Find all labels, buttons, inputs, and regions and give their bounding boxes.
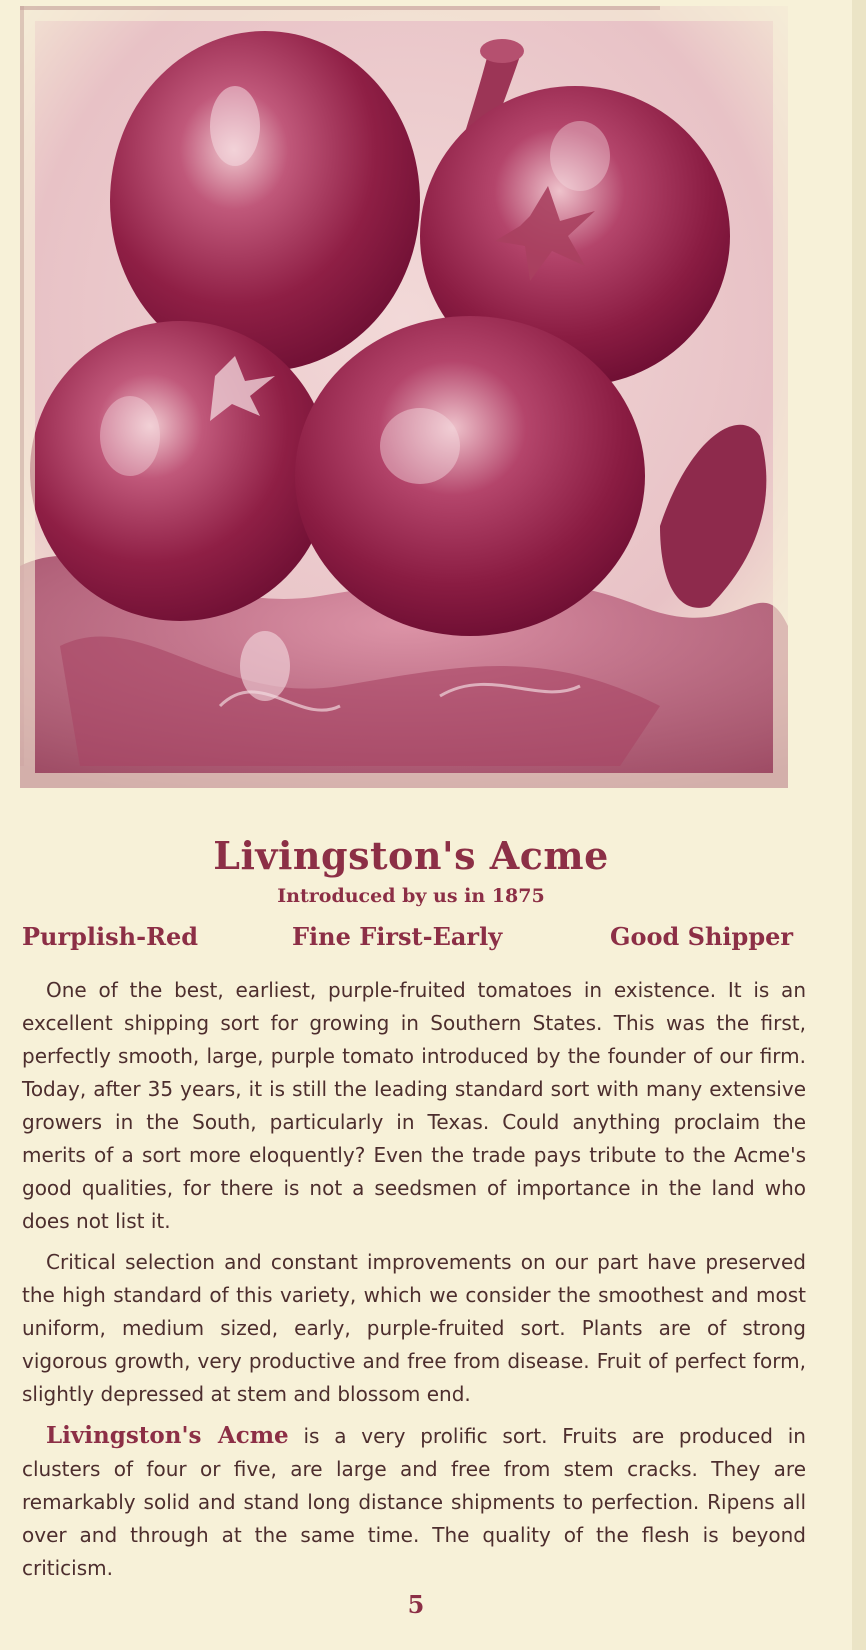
page-number: 5 <box>407 1590 425 1619</box>
feature-color: Purplish-Red <box>22 922 199 951</box>
feature-earliness: Fine First-Early <box>292 922 503 951</box>
description-paragraph-1: One of the best, earliest, purple-fruited tomatoes in existence. It is an excellent shipping sort for growing in Southern States. This was the first, perfectly smooth, large, purple tomato introduced by the founder of our firm. Today, after 35 years, it is still the leading standard sort with many extensive growers in the South, particularly in Texas. Could anything proclaim the merits of a sort more eloquently? Even the trade pays tribute to the Acme's good qualities, for there is not a seedsmen of importance in the land who does not list it. <box>22 978 806 1233</box>
description-paragraph-3 <box>22 1419 806 1585</box>
description-paragraph-2: Critical selection and constant improvements on our part have preserved the high standard of this variety, which we consider the smoothest and most uniform, medium sized, early, purple-fruited sort. Plants are of strong vigorous growth, very productive and free from disease. Fruit of perfect form, slightly depressed at stem and blossom end. <box>22 1250 806 1406</box>
feature-row <box>22 920 812 954</box>
variety-name-lead: Livingston's Acme <box>46 1422 289 1449</box>
introduced-subtitle: Introduced by us in 1875 <box>277 885 545 907</box>
description-paragraph-3-text: is a very prolific sort. Fruits are produced in clusters of four or five, are large and free from stem cracks. They are remarkably solid and stand long distance shipments to perfection. Ripens all over and through at the same time. The quality of the flesh is beyond criticism. <box>22 1424 806 1580</box>
product-title: Livingston's Acme <box>213 833 609 878</box>
tomato-photo <box>20 6 788 788</box>
feature-shipping: Good Shipper <box>610 922 794 951</box>
description-body <box>22 974 806 1593</box>
page-edge-shadow <box>852 0 866 1650</box>
